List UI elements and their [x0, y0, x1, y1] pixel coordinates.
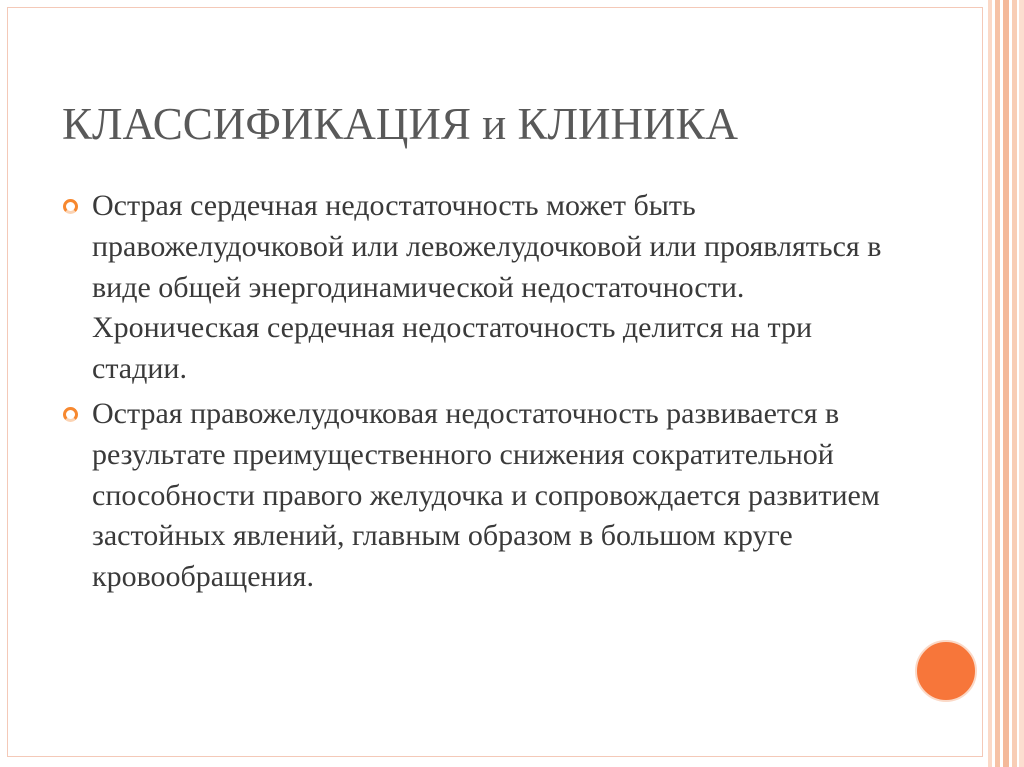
ring-bullet-icon	[63, 199, 78, 214]
stripe-3	[1003, 0, 1009, 767]
stripe-4	[1012, 0, 1017, 767]
bullet-text: Острая правожелудочковая недостаточность развивается в результате преимущественного снижения сократительной способности правого желудочка и сопровождается развитием застойных явлений, главным образом в большом круге кровообращения.	[92, 396, 880, 594]
ring-bullet-icon	[63, 407, 78, 422]
stripe-5	[1019, 0, 1024, 767]
bullet-list	[62, 186, 892, 602]
stripe-2	[995, 0, 1000, 767]
stripe-1	[988, 0, 992, 767]
slide-title: КЛАССИФИКАЦИЯ и КЛИНИКА	[62, 99, 739, 149]
bullet-text: Острая сердечная недостаточность может быть правожелудочковой или левожелудочковой или проявляться в виде общей энергодинамической недостаточности. Хроническая сердечная недостаточность делится на три стадии.	[92, 189, 882, 386]
bullet-item	[62, 186, 892, 390]
orange-circle-icon	[915, 640, 977, 702]
bullet-item	[62, 394, 892, 598]
